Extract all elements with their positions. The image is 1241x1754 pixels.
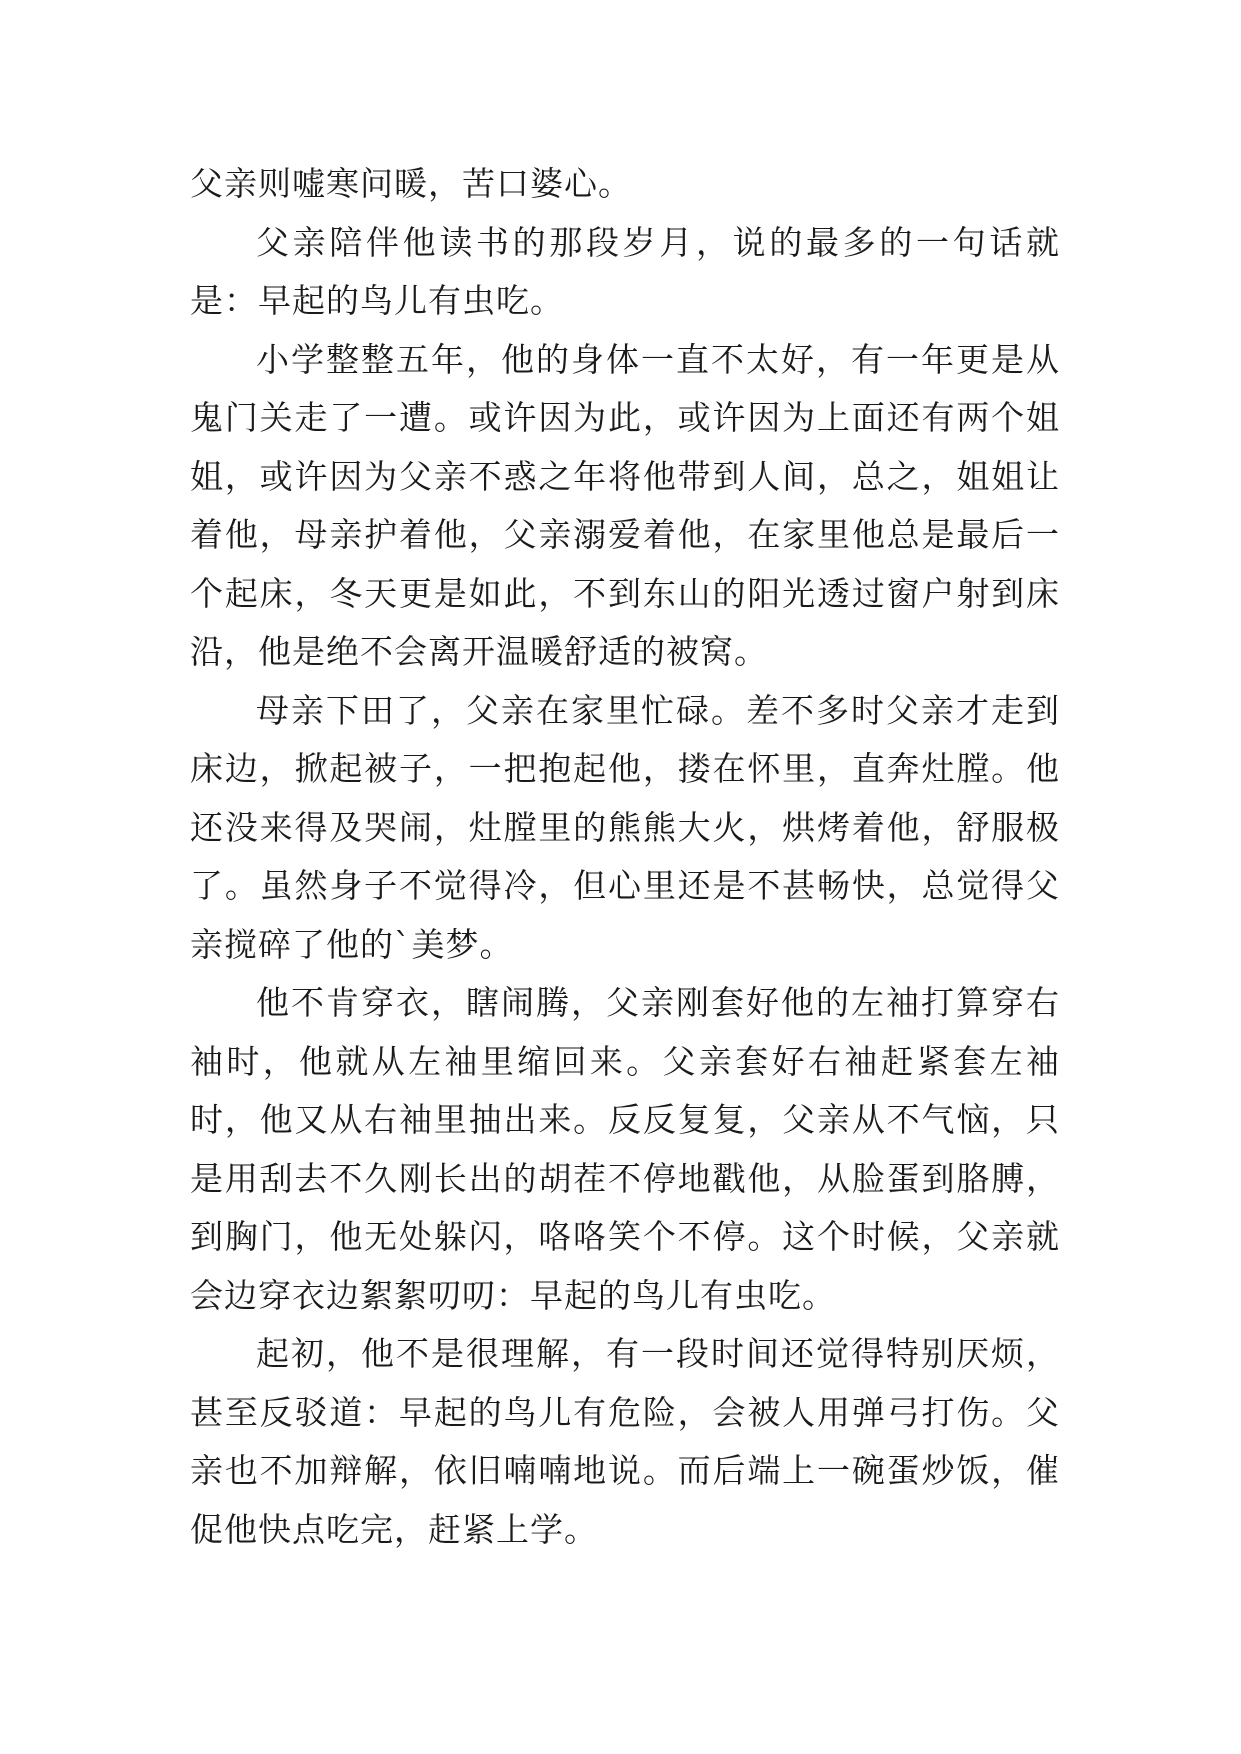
body-text <box>190 155 1060 1559</box>
paragraph: 起初，他不是很理解，有一段时间还觉得特别厌烦，甚至反驳道：早起的鸟儿有危险，会被人用弹弓打伤。父亲也不加辩解，依旧喃喃地说。而后端上一碗蛋炒饭，催促他快点吃完，赶紧上学。 <box>190 1334 1060 1549</box>
paragraph-continued: 父亲则嘘寒问暖，苦口婆心。 <box>190 164 632 203</box>
paragraph: 父亲陪伴他读书的那段岁月，说的最多的一句话就是：早起的鸟儿有虫吃。 <box>190 222 1060 320</box>
paragraph: 母亲下田了，父亲在家里忙碌。差不多时父亲才走到床边，掀起被子，一把抱起他，搂在怀里，直奔灶膛。他还没来得及哭闹，灶膛里的熊熊大火，烘烤着他，舒服极了。虽然身子不觉得冷，但心里还是不甚畅快，总觉得父亲搅碎了他的`美梦。 <box>190 690 1060 964</box>
paragraph: 小学整整五年，他的身体一直不太好，有一年更是从鬼门关走了一遭。或许因为此，或许因为上面还有两个姐姐，或许因为父亲不惑之年将他带到人间，总之，姐姐让着他，母亲护着他，父亲溺爱着他，在家里他总是最后一个起床，冬天更是如此，不到东山的阳光透过窗户射到床沿，他是绝不会离开温暖舒适的被窝。 <box>190 339 1060 671</box>
paragraph: 他不肯穿衣，瞎闹腾，父亲刚套好他的左袖打算穿右袖时，他就从左袖里缩回来。父亲套好右袖赶紧套左袖时，他又从右袖里抽出来。反反复复，父亲从不气恼，只是用刮去不久刚长出的胡茬不停地戳他，从脸蛋到胳膊，到胸门，他无处躲闪，咯咯笑个不停。这个时候，父亲就会边穿衣边絮絮叨叨：早起的鸟儿有虫吃。 <box>190 983 1060 1315</box>
